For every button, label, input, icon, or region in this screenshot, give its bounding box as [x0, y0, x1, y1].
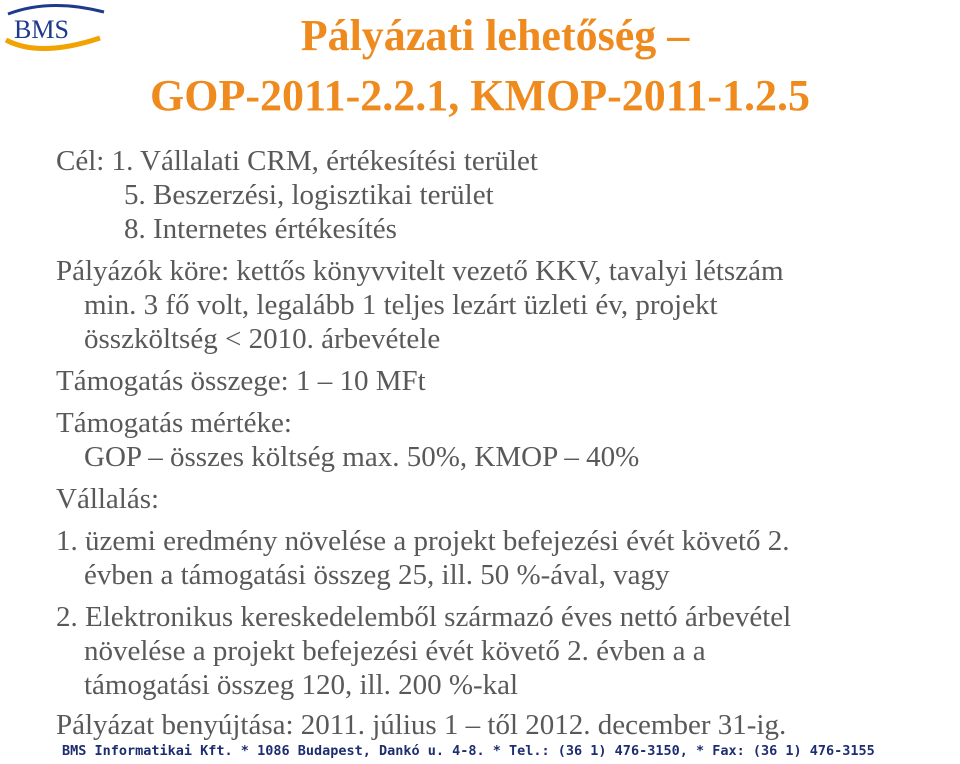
commitment-2-line-1: 2. Elektronikus kereskedelemből származó éves nettó árbevétel	[56, 601, 792, 633]
title-line-2: GOP-2011-2.2.1, KMOP-2011-1.2.5	[150, 71, 810, 120]
commitment-label: Vállalás:	[56, 483, 160, 515]
support-rate-value: GOP – összes költség max. 50%, KMOP – 40%	[84, 441, 640, 473]
support-amount: Támogatás összege: 1 – 10 MFt	[56, 365, 426, 397]
goal-line-2: 5. Beszerzési, logisztikai terület	[124, 179, 494, 211]
commitment-1-line-1: 1. üzemi eredmény növelése a projekt befejezési évét követő 2.	[56, 525, 790, 557]
applicants-line-3: összköltség < 2010. árbevétele	[84, 323, 441, 355]
submission-deadline: Pályázat benyújtása: 2011. július 1 – től 2012. december 31-ig.	[56, 709, 787, 741]
title-line-1: Pályázati lehetőség –	[300, 11, 690, 60]
commitment-2-line-2: növelése a projekt befejezési évét követő 2. évben a a	[84, 635, 706, 667]
applicants-line-2: min. 3 fő volt, legalább 1 teljes lezárt üzleti év, projekt	[84, 289, 718, 321]
logo-text: BMS	[14, 15, 69, 44]
goal-line-3: 8. Internetes értékesítés	[124, 213, 397, 245]
commitment-2-line-3: támogatási összeg 120, ill. 200 %-kal	[84, 669, 519, 701]
commitment-1-line-2: évben a támogatási összeg 25, ill. 50 %-ával, vagy	[84, 559, 670, 591]
footer-contact: BMS Informatikai Kft. * 1086 Budapest, Dankó u. 4-8. * Tel.: (36 1) 476-3150, * Fax: (36 1) 476-3155	[62, 743, 875, 759]
applicants-line-1: Pályázók köre: kettős könyvvitelt vezető KKV, tavalyi létszám	[56, 255, 784, 287]
goal-line-1: Cél: 1. Vállalati CRM, értékesítési terület	[56, 145, 538, 177]
support-rate-label: Támogatás mértéke:	[56, 407, 292, 439]
